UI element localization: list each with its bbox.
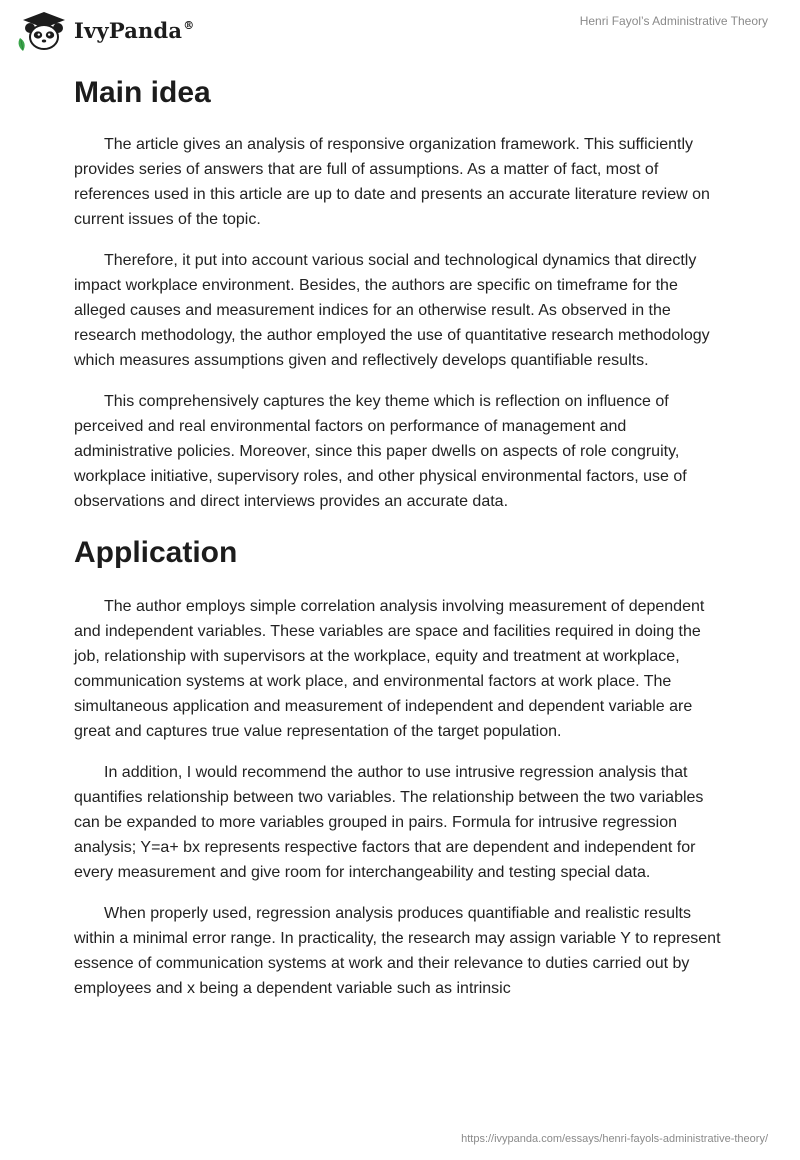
paragraph: Therefore, it put into account various social and technological dynamics that directly impact workplace environment. Besides, the authors are specific on timeframe for the alleged causes and measurement indices for an otherwise result. As observed in the research methodology, the author employed the use of quantitative research methodology which measures assumptions given and reflectively develops quantifiable results.: [74, 252, 710, 369]
article-body: [74, 68, 724, 1017]
ivypanda-logo[interactable]: [14, 8, 194, 52]
panda-graduate-icon: [14, 8, 72, 52]
section-heading-application: Application: [74, 536, 238, 569]
paragraph: This comprehensively captures the key theme which is reflection on influence of perceived and real environmental factors on performance of management and administrative policies. Moreover, since this paper dwells on aspects of role congruity, workplace initiative, supervisory roles, and other physical environmental factors, use of observations and direct interviews provides an accurate data.: [74, 393, 687, 510]
document-title: Henri Fayol’s Administrative Theory: [579, 14, 768, 28]
registered-mark: ®: [183, 18, 195, 32]
paragraph: When properly used, regression analysis produces quantifiable and realistic results within a minimal error range. In practicality, the research may assign variable Y to represent essence of communication systems at work and their relevance to duties carried out by employees and x being a dependent variable such as intrinsic: [74, 905, 721, 997]
brand-name: IvyPanda®: [74, 17, 195, 43]
source-url-link[interactable]: https://ivypanda.com/essays/henri-fayols-administrative-theory/: [461, 1133, 768, 1145]
paragraph: In addition, I would recommend the author to use intrusive regression analysis that quantifies relationship between two variables. The relationship between the two variables can be expanded to more variables grouped in pairs. Formula for intrusive regression analysis; Y=a+ bx represents respective factors that are dependent and independent for every measurement and give room for interchangeability and testing special data.: [74, 764, 704, 881]
paragraph: The article gives an analysis of responsive organization framework. This sufficiently provides series of answers that are full of assumptions. As a matter of fact, most of references used in this article are up to date and presents an accurate literature review on current issues of the topic.: [74, 136, 710, 228]
page-header: [0, 0, 800, 60]
section-heading-main-idea: Main idea: [74, 76, 211, 109]
paragraph: The author employs simple correlation analysis involving measurement of dependent and independent variables. These variables are space and facilities required in doing the job, relationship with supervisors at the workplace, equity and treatment at workplace, communication systems at work place, and environmental factors at work place. The simultaneous application and measurement of independent and dependent variable are great and captures true value representation of the target population.: [74, 598, 705, 740]
